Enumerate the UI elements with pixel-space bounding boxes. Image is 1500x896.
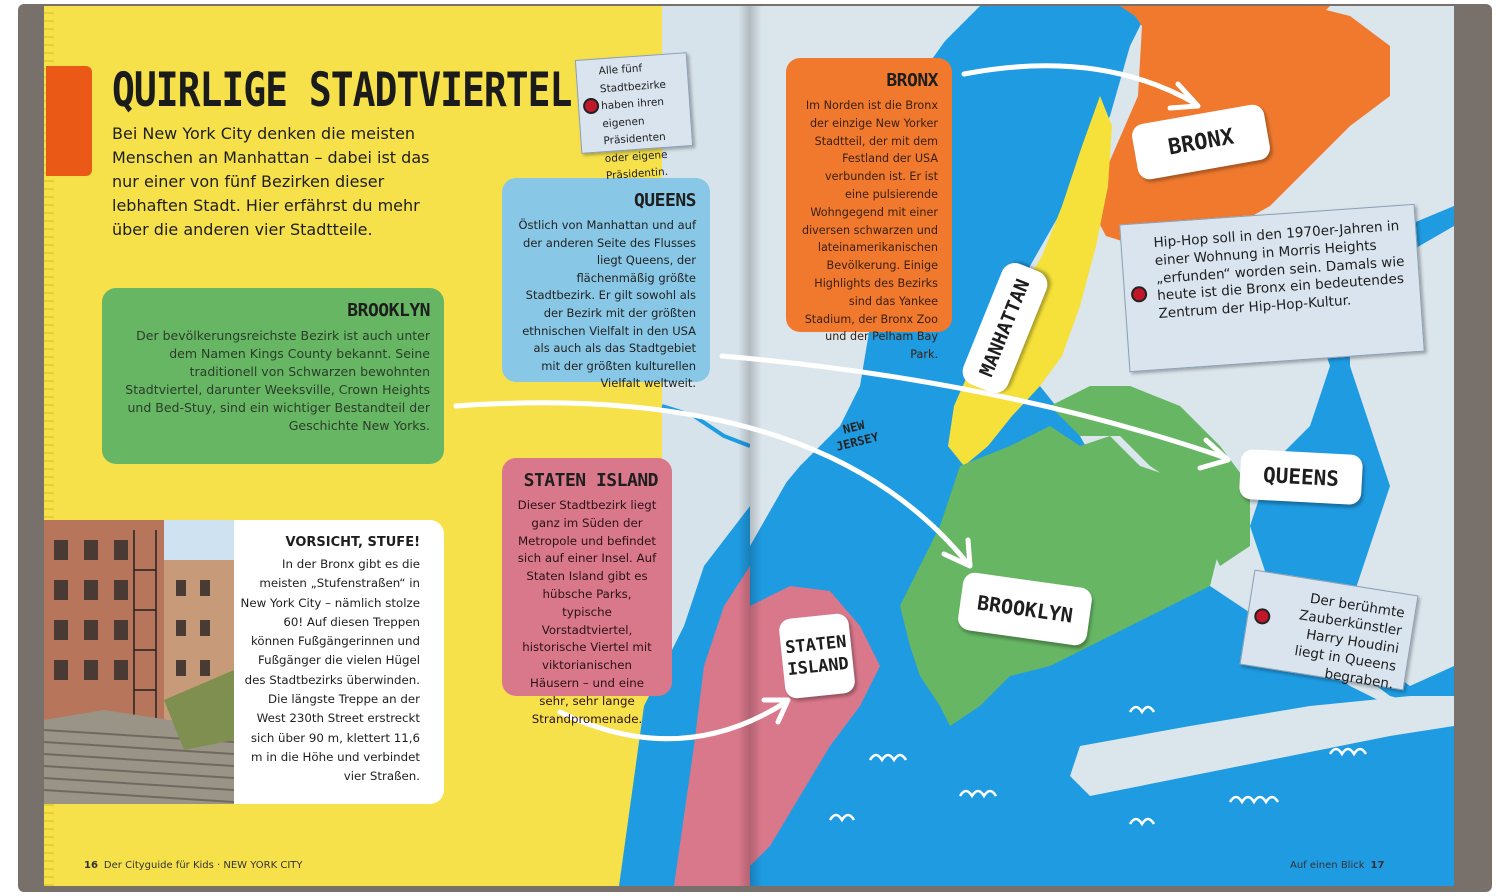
footer-left: [84, 860, 303, 871]
bronx-text: Im Norden ist die Bronx der einzige New Yorker Stadtteil, der mit dem Festland der USA verbunden ist. Er ist eine pulsierende Wohngegend mit einer diversen schwarzen und lateinamerikanischen Bevölkerung. Einige Highlights des Bezirks sind das Yankee Stadium, der Bronx Zoo und der Pelham Bay Park.: [801, 99, 938, 362]
map-label-staten-island: STATEN ISLAND: [778, 613, 856, 700]
vorsicht-heading: VORSICHT, STUFE!: [285, 535, 420, 550]
footer-right: [1290, 860, 1384, 871]
book-gutter: [738, 6, 762, 886]
boroughs-president-tag-text: Alle fünf Stadtbezirke haben ihren eigenen Präsidenten oder eigene Präsidentin.: [598, 62, 669, 183]
queens-heading: QUEENS: [633, 190, 696, 211]
map-label-bronx: BRONX: [1130, 103, 1272, 181]
queens-info-box: [502, 178, 710, 391]
hiphop-tag-text: Hip-Hop soll in den 1970er-Jahren in einer Wohnung in Morris Heights „erfunden“ worden sein. Damals wie heute ist die Bronx ein bedeutendes Zentrum der Hip-Hop-Kultur.: [1153, 217, 1406, 323]
staten-island-text: Dieser Stadtbezirk liegt ganz im Süden der Metropole und befindet sich auf einer Insel. Auf Staten Island gibt es hübsche Parks, typische Vorstadtviertel, historische Viertel mit viktorianischen Häusern – und eine sehr, sehr lange Strandpromenade.: [517, 498, 657, 726]
boroughs-president-tag: [575, 52, 693, 183]
map-label-new-jersey: NEW JERSEY: [834, 417, 881, 454]
tag-hole-icon: [1131, 286, 1148, 303]
brooklyn-info-box: [102, 288, 444, 464]
footer-right-text: Auf einen Blick: [1290, 860, 1365, 871]
bronx-heading: BRONX: [886, 70, 938, 91]
footer-left-text: Der Cityguide für Kids · NEW YORK CITY: [103, 860, 303, 871]
vorsicht-text: In der Bronx gibt es die meisten „Stufenstraßen“ in New York City – nämlich stolze 60! Auf diesen Treppen können Fußgängerinnen und Fußgänger die vielen Hügel des Stadtbezirks überwinden. Die längste Treppe an der West 230th Street erstreckt sich über 90 m, klettert 11,6 m in die Höhe und verbindet vier Straßen.: [240, 557, 420, 784]
houdini-tag-text: Der berühmte Zauberkünstler Harry Houdini liegt in Queens begraben.: [1293, 590, 1406, 693]
map-label-manhattan: MANHATTAN: [958, 259, 1051, 398]
map-label-brooklyn: BROOKLYN: [957, 571, 1094, 647]
queens-text: Östlich von Manhattan und auf der anderen Seite des Flusses liegt Queens, der flächenmäßig größte Stadtbezirk. Er gilt sowohl als der Bezirk mit der größten ethnischen Vielfalt in den USA als auch als das Stadtgebiet mit der größten kulturellen Vielfalt weltweit.: [518, 218, 696, 391]
intro-text: Bei New York City denken die meisten Menschen an Manhattan – dabei ist das nur einer von fünf Bezirken dieser lebhaften Stadt. Hier erfährst du mehr über die anderen vier Stadtteile.: [112, 124, 430, 239]
bronx-shape-top: [1120, 6, 1330, 26]
staten-island-heading: STATEN ISLAND: [523, 470, 658, 491]
brooklyn-heading: BROOKLYN: [347, 300, 430, 321]
bronx-info-box: [786, 58, 952, 362]
title-accent-tab: [46, 66, 92, 176]
page-number-left: 16: [84, 860, 98, 871]
stair-street-photo: [44, 520, 234, 804]
tag-hole-icon: [1253, 607, 1271, 625]
hiphop-tag: [1119, 204, 1425, 372]
tag-hole-icon: [583, 97, 600, 114]
map-label-queens: QUEENS: [1239, 449, 1363, 505]
page-number-right: 17: [1370, 860, 1385, 871]
brooklyn-text: Der bevölkerungsreichste Bezirk ist auch unter dem Namen Kings County bekannt. Seine traditionell von Schwarzen bewohnten Stadtviertel, darunter Weeksville, Crown Heights und Bed-Stuy, sind ein wichtiger Bestandteil der Geschichte New Yorks.: [125, 328, 430, 433]
page-title: QUIRLIGE STADTVIERTEL: [112, 62, 572, 117]
staten-island-info-box: [502, 458, 672, 726]
